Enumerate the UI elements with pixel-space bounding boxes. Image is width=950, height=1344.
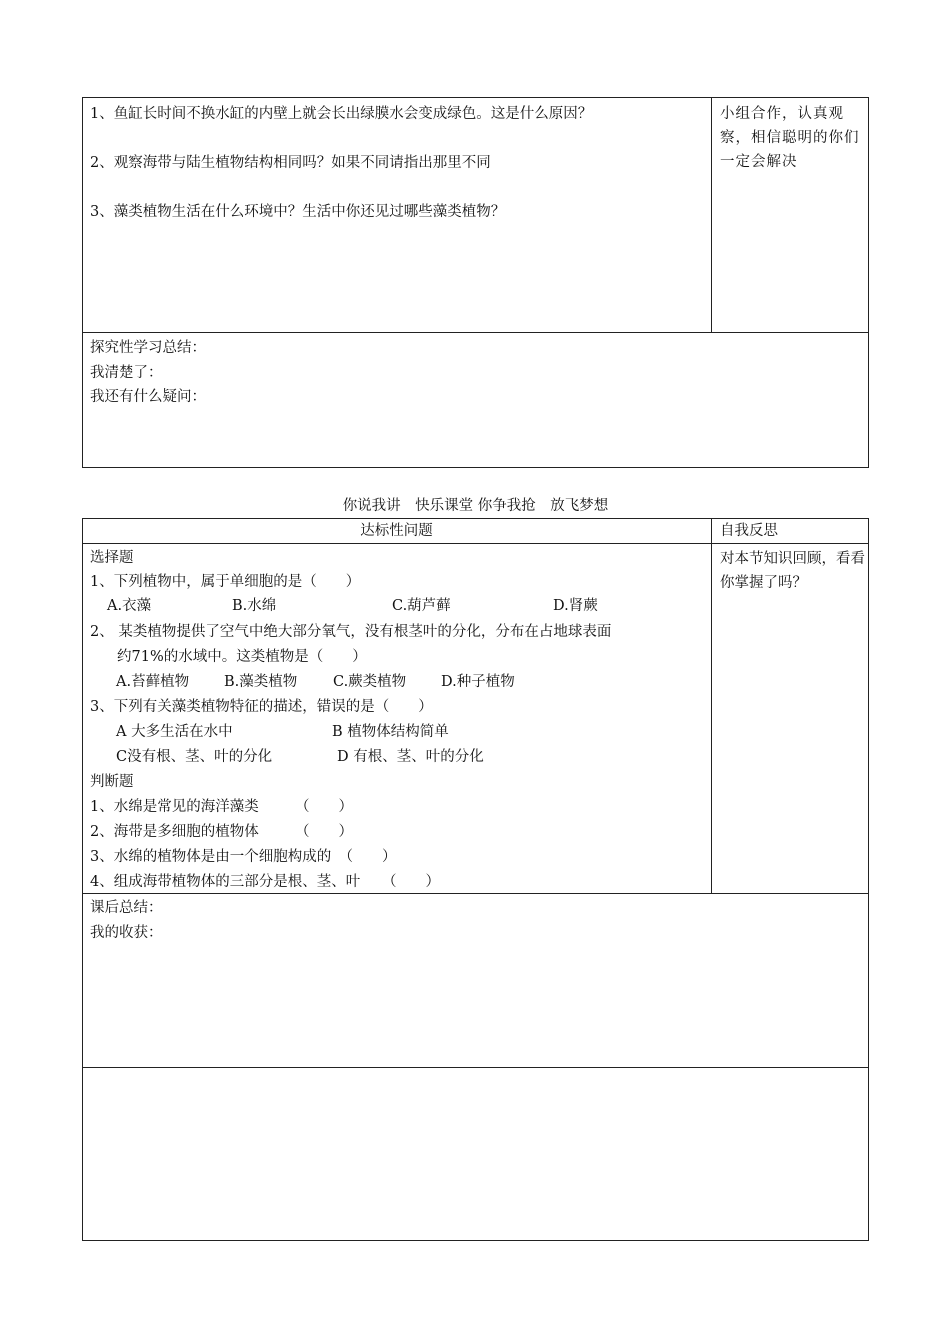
inquiry-question-1: 1、鱼缸长时间不换水缸的内壁上就会长出绿膜水会变成绿色。这是什么原因？ [90, 106, 593, 122]
slogan: 你说我讲 快乐课堂 你争我抢 放飞梦想 [342, 498, 609, 514]
choice-question-2-line-2: 约71%的水域中。这类植物是（ ） [117, 649, 367, 665]
summary-questions-label: 我还有什么疑问： [90, 389, 206, 405]
q2-option-c: C.蕨类植物 [333, 674, 407, 690]
q2-option-a: A.苔藓植物 [116, 674, 190, 690]
q3-option-a: A 大多生活在水中 [116, 724, 233, 740]
q1-option-a: A.衣藻 [107, 598, 152, 614]
q1-option-d: D.肾蕨 [553, 598, 598, 614]
choice-section-title: 选择题 [90, 550, 134, 566]
judge-item-4: 4、组成海带植物体的三部分是根、茎、叶 （ ） [90, 874, 440, 890]
assessment-header: 达标性问题 [360, 523, 433, 539]
after-class-title: 课后总结： [90, 900, 163, 916]
q3-option-c: C没有根、茎、叶的分化 [116, 749, 273, 765]
q2-option-b: B.藻类植物 [224, 674, 298, 690]
after-class-rule [82, 1067, 869, 1068]
assessment-body-rule [82, 893, 869, 894]
q2-option-d: D.种子植物 [441, 674, 515, 690]
judge-section-title: 判断题 [90, 774, 134, 790]
judge-item-1: 1、水绵是常见的海洋藻类 （ ） [90, 799, 353, 815]
summary-title: 探究性学习总结： [90, 340, 206, 356]
reflection-note: 对本节知识回顾，看看你掌握了吗？ [720, 551, 865, 591]
reflection-header: 自我反思 [720, 523, 778, 539]
inquiry-question-2: 2、观察海带与陆生植物结构相同吗？如果不同请指出那里不同 [90, 155, 491, 171]
choice-question-1: 1、下列植物中，属于单细胞的是（ ） [90, 574, 361, 590]
q3-option-b: B 植物体结构简单 [332, 724, 449, 740]
inquiry-table-rule [82, 332, 869, 333]
inquiry-table-divider [711, 97, 712, 333]
choice-question-3: 3、下列有关藻类植物特征的描述，错误的是（ ） [90, 699, 433, 715]
summary-clear-label: 我清楚了： [90, 365, 163, 381]
assessment-table-divider [711, 518, 712, 894]
inquiry-question-3: 3、藻类植物生活在什么环境中？生活中你还见过哪些藻类植物？ [90, 204, 506, 220]
judge-item-3: 3、水绵的植物体是由一个细胞构成的 （ ） [90, 849, 397, 865]
group-work-note: 小组合作，认真观察，相信聪明的你们一定会解决 [720, 106, 860, 170]
after-class-gain-label: 我的收获： [90, 925, 163, 941]
q3-option-d: D 有根、茎、叶的分化 [337, 749, 484, 765]
judge-item-2: 2、海带是多细胞的植物体 （ ） [90, 824, 353, 840]
q1-option-b: B.水绵 [232, 598, 277, 614]
choice-question-2-line-1: 2、 某类植物提供了空气中绝大部分氧气，没有根茎叶的分化，分布在占地球表面 [90, 624, 612, 640]
assessment-header-rule [82, 543, 869, 544]
q1-option-c: C.葫芦藓 [392, 598, 451, 614]
